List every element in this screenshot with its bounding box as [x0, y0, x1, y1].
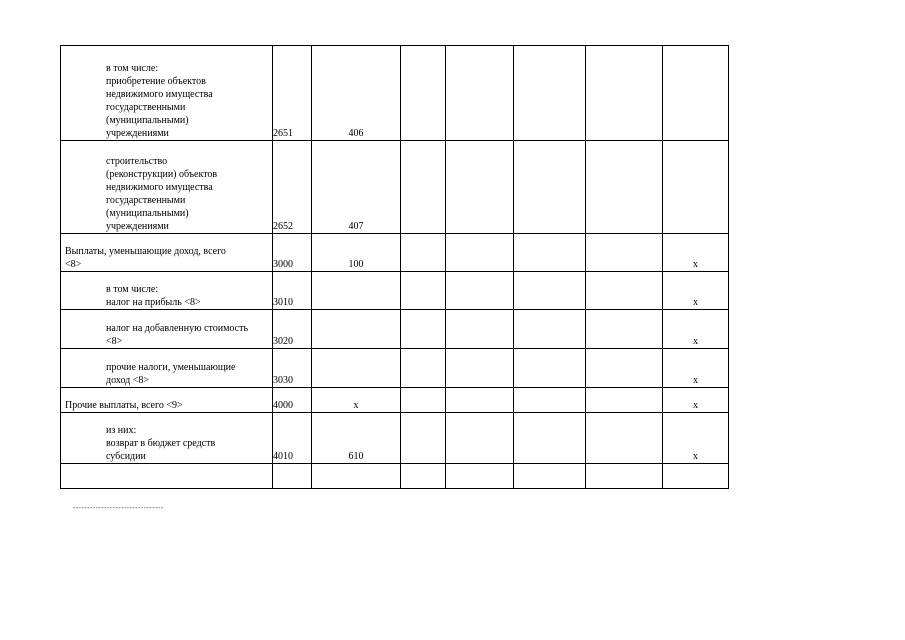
row-kbk: 407 — [312, 141, 401, 234]
row-name: налог на добавленную стоимость <8> — [106, 323, 249, 347]
row-name: Выплаты, уменьшающие доход, всего <8> — [65, 246, 226, 270]
row-code: 3030 — [273, 349, 312, 388]
table-row — [61, 464, 729, 489]
row-total: x — [663, 310, 729, 349]
table-row — [61, 349, 729, 388]
table-row — [61, 272, 729, 310]
row-kbk — [312, 310, 401, 349]
row-name: из них: возврат в бюджет средств субсидии — [106, 425, 216, 462]
row-total: x — [663, 272, 729, 310]
row-total: x — [663, 413, 729, 464]
row-total: x — [663, 234, 729, 272]
row-kbk: 100 — [312, 234, 401, 272]
row-total — [663, 46, 729, 141]
row-kbk — [312, 272, 401, 310]
row-name: в том числе: налог на прибыль <8> — [106, 284, 201, 308]
row-code: 3000 — [273, 234, 312, 272]
row-name: прочие налоги, уменьшающие доход <8> — [106, 362, 236, 386]
row-code: 2652 — [273, 141, 312, 234]
row-code: 3010 — [273, 272, 312, 310]
row-code: 4010 — [273, 413, 312, 464]
row-name: Прочие выплаты, всего <9> — [65, 400, 183, 411]
financial-plan-table — [60, 45, 729, 489]
table-row — [61, 310, 729, 349]
footnote-separator: -------------------------------- — [73, 505, 164, 512]
table-row — [61, 388, 729, 413]
row-kbk: x — [312, 388, 401, 413]
row-code: 2651 — [273, 46, 312, 141]
row-kbk — [312, 349, 401, 388]
row-name: строительство (реконструкции) объектов недвижимого имущества государственными (муниципальными) учреждениями — [106, 156, 218, 232]
row-code: 3020 — [273, 310, 312, 349]
table-row — [61, 413, 729, 464]
table-row — [61, 141, 729, 234]
row-total — [663, 141, 729, 234]
table-row — [61, 234, 729, 272]
row-code: 4000 — [273, 388, 312, 413]
row-name: в том числе: приобретение объектов недвижимого имущества государственными (муниципальными) учреждениями — [106, 63, 213, 139]
table-row — [61, 46, 729, 141]
row-kbk: 610 — [312, 413, 401, 464]
row-total: x — [663, 388, 729, 413]
row-kbk: 406 — [312, 46, 401, 141]
row-total: x — [663, 349, 729, 388]
